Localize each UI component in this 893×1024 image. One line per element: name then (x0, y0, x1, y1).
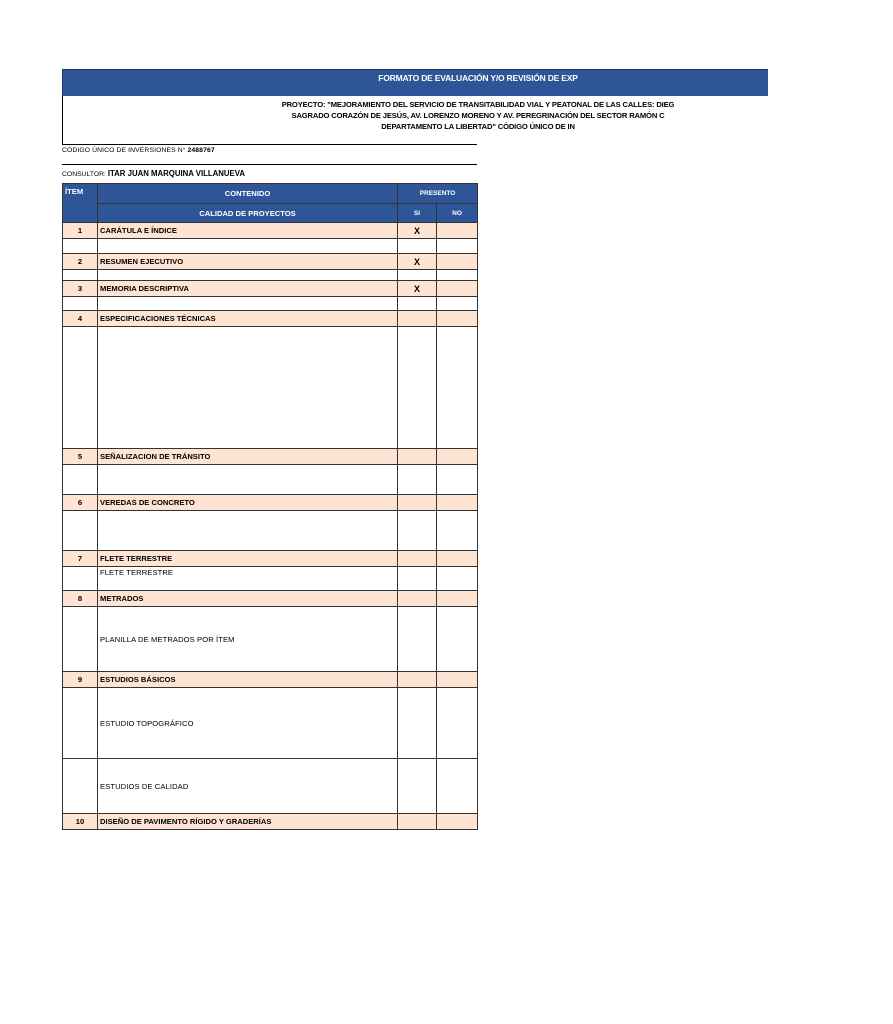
item-label: FLETE TERRESTRE (98, 551, 398, 567)
cui-line (62, 147, 215, 154)
sub-item-label: ESTUDIOS DE CALIDAD (98, 759, 398, 814)
blank-row (63, 297, 478, 311)
no-cell[interactable] (437, 551, 478, 567)
col-si-header: SI (398, 204, 437, 223)
table-header-row (63, 184, 478, 204)
item-label: MEMORIA DESCRIPTIVA (98, 281, 398, 297)
si-cell[interactable] (398, 672, 437, 688)
si-cell[interactable] (398, 551, 437, 567)
no-cell[interactable] (437, 281, 478, 297)
table-row (63, 254, 478, 270)
item-label: ESTUDIOS BÁSICOS (98, 672, 398, 688)
cui-label: CÓDIGO ÚNICO DE INVERSIONES N° (62, 147, 188, 154)
si-cell[interactable]: X (398, 281, 437, 297)
item-number: 8 (63, 591, 98, 607)
blank-row (63, 511, 478, 551)
divider (62, 144, 477, 145)
item-label: METRADOS (98, 591, 398, 607)
col-no-header: NO (437, 204, 478, 223)
sub-item-label: PLANILLA DE METRADOS POR ÍTEM (98, 607, 398, 672)
blank-row (63, 327, 478, 449)
item-label: SEÑALIZACION DE TRÁNSITO (98, 449, 398, 465)
sub-row (63, 567, 478, 591)
evaluation-table (62, 183, 478, 830)
item-label: RESUMEN EJECUTIVO (98, 254, 398, 270)
table-row (63, 495, 478, 511)
si-cell[interactable] (398, 449, 437, 465)
item-label: DISEÑO DE PAVIMENTO RÍGIDO Y GRADERÍAS (98, 814, 398, 830)
consultor-label: CONSULTOR: (62, 171, 108, 178)
no-cell[interactable] (437, 311, 478, 327)
project-line-1: PROYECTO: "MEJORAMIENTO DEL SERVICIO DE TRANSITABILIDAD VIAL Y PEATONAL DE LAS CALLES: DIEG (281, 100, 675, 109)
no-cell[interactable] (437, 591, 478, 607)
item-number: 5 (63, 449, 98, 465)
evaluation-sheet (62, 96, 675, 826)
si-cell[interactable] (398, 311, 437, 327)
table-row (63, 591, 478, 607)
no-cell[interactable] (437, 223, 478, 239)
consultor-line (62, 169, 245, 178)
table-row (63, 814, 478, 830)
sub-row (63, 759, 478, 814)
sub-item-label: ESTUDIO TOPOGRÁFICO (98, 688, 398, 759)
table-subheader-row (63, 204, 478, 223)
blank-row (63, 465, 478, 495)
table-row (63, 223, 478, 239)
consultor-value: ITAR JUAN MARQUINA VILLANUEVA (107, 169, 245, 178)
title-bar (62, 69, 768, 96)
no-cell[interactable] (437, 495, 478, 511)
no-cell[interactable] (437, 254, 478, 270)
col-presento-header: PRESENTO (398, 184, 478, 204)
si-cell[interactable] (398, 495, 437, 511)
item-label: VEREDAS DE CONCRETO (98, 495, 398, 511)
table-row (63, 311, 478, 327)
item-number: 9 (63, 672, 98, 688)
blank-row (63, 239, 478, 254)
item-number: 1 (63, 223, 98, 239)
item-label: ESPECIFICACIONES TÉCNICAS (98, 311, 398, 327)
no-cell[interactable] (437, 672, 478, 688)
si-cell[interactable] (398, 814, 437, 830)
item-number: 10 (63, 814, 98, 830)
form-title: FORMATO DE EVALUACIÓN Y/O REVISIÓN DE EXP (378, 73, 578, 83)
table-row (63, 551, 478, 567)
no-cell[interactable] (437, 449, 478, 465)
si-cell[interactable]: X (398, 254, 437, 270)
blank-row (63, 270, 478, 281)
project-description (62, 96, 675, 144)
item-number: 2 (63, 254, 98, 270)
col-calidad-header: CALIDAD DE PROYECTOS (98, 204, 398, 223)
item-number: 4 (63, 311, 98, 327)
project-line-3: DEPARTAMENTO LA LIBERTAD" CÓDIGO ÚNICO DE IN (381, 122, 575, 131)
table-row (63, 281, 478, 297)
sub-row (63, 688, 478, 759)
project-line-2: SAGRADO CORAZÓN DE JESÚS, AV. LORENZO MORENO Y AV. PEREGRINACIÓN DEL SECTOR RAMÓN C (291, 111, 665, 120)
si-cell[interactable]: X (398, 223, 437, 239)
col-contenido-header: CONTENIDO (98, 184, 398, 204)
table-row (63, 449, 478, 465)
cui-value: 2488767 (187, 147, 215, 154)
col-item-header: ÍTEM (63, 184, 98, 223)
table-row (63, 672, 478, 688)
sub-item-label: FLETE TERRESTRE (98, 567, 398, 591)
divider (62, 164, 477, 165)
item-label: CARÁTULA E ÍNDICE (98, 223, 398, 239)
item-number: 7 (63, 551, 98, 567)
sub-row (63, 607, 478, 672)
item-number: 6 (63, 495, 98, 511)
no-cell[interactable] (437, 814, 478, 830)
item-number: 3 (63, 281, 98, 297)
si-cell[interactable] (398, 591, 437, 607)
